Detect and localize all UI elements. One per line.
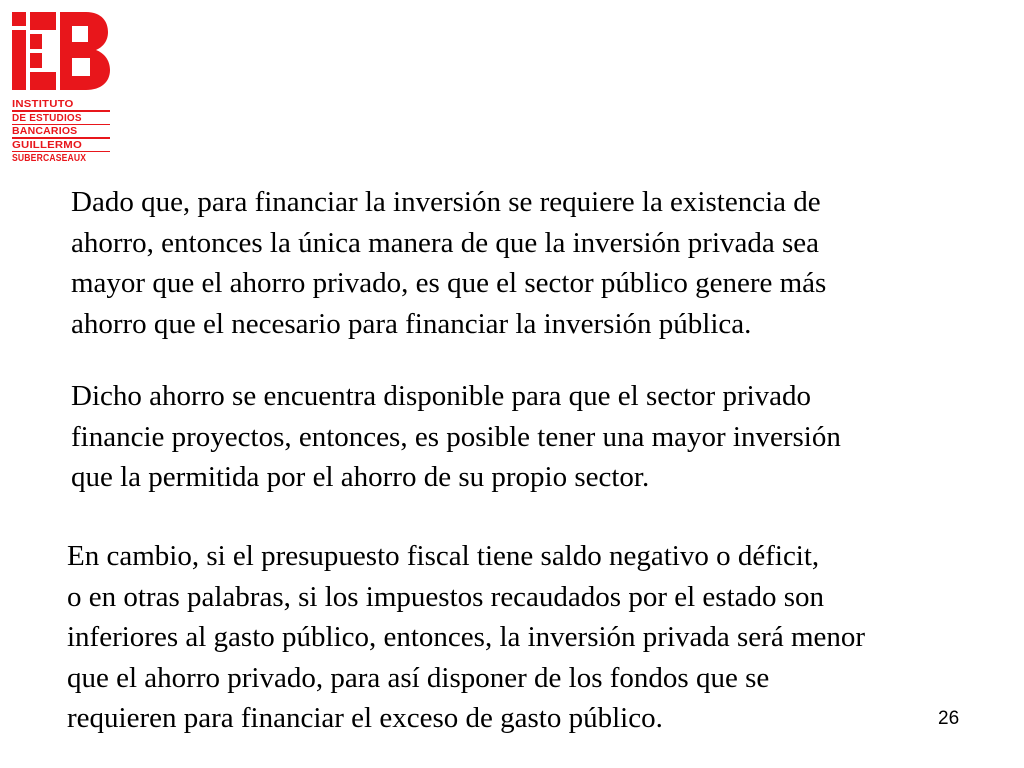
paragraph-3 [67, 536, 865, 739]
logo-line-5: SUBERCASEAUX [12, 152, 87, 164]
paragraph-line: que el ahorro privado, para así disponer de los fondos que se [67, 661, 770, 694]
paragraph-line: que la permitida por el ahorro de su propio sector. [71, 461, 650, 493]
paragraph-line: ahorro que el necesario para financiar la inversión pública. [71, 307, 752, 340]
logo-line-2: DE ESTUDIOS [12, 111, 82, 124]
paragraph-line: En cambio, si el presupuesto fiscal tiene saldo negativo o déficit, [67, 540, 820, 572]
paragraph-line: mayor que el ahorro privado, es que el sector público genere más [71, 267, 827, 299]
institute-logo [12, 12, 112, 162]
ieb-logo-mark-icon [12, 12, 110, 90]
paragraph-line: o en otras palabras, si los impuestos recaudados por el estado son [67, 580, 825, 613]
paragraph-line: Dado que, para financiar la inversión se requiere la existencia de [71, 186, 821, 218]
paragraph-line: inferiores al gasto público, entonces, la inversión privada será menor [67, 621, 866, 653]
page-number: 26 [938, 708, 960, 729]
paragraph-2 [71, 376, 841, 498]
paragraph-1 [71, 182, 826, 344]
logo-line-1: INSTITUTO [12, 98, 74, 110]
logo-line-3: BANCARIOS [12, 125, 78, 137]
paragraph-line: ahorro, entonces la única manera de que la inversión privada sea [71, 226, 820, 259]
paragraph-line: requieren para financiar el exceso de gasto público. [67, 702, 663, 734]
institute-name [12, 98, 112, 164]
paragraph-line: financie proyectos, entonces, es posible tener una mayor inversión [71, 420, 841, 453]
logo-line-4: GUILLERMO [12, 138, 82, 151]
paragraph-line: Dicho ahorro se encuentra disponible para que el sector privado [71, 380, 812, 412]
